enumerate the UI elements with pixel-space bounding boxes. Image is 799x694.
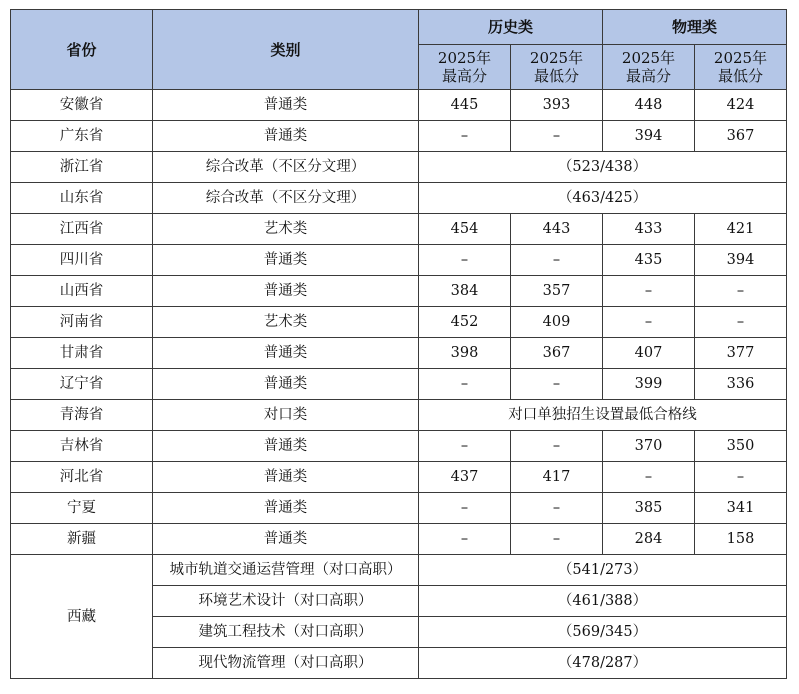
table-row: [11, 276, 787, 307]
header-physics-max: 2025年 最高分: [603, 45, 695, 90]
table-row: [11, 338, 787, 369]
header-history-max: 2025年 最高分: [419, 45, 511, 90]
score-cell-h-min: –: [511, 245, 603, 276]
table-row: [11, 493, 787, 524]
table-row: [11, 400, 787, 431]
merged-score-cell: （463/425）: [419, 183, 787, 214]
province-cell: 浙江省: [11, 152, 153, 183]
score-cell-p-max: 394: [603, 121, 695, 152]
category-cell: 普通类: [153, 524, 419, 555]
category-cell: 普通类: [153, 121, 419, 152]
table-row: [11, 307, 787, 338]
score-cell-p-max: 370: [603, 431, 695, 462]
score-cell-h-max: –: [419, 524, 511, 555]
province-cell: 河北省: [11, 462, 153, 493]
score-cell-h-min: –: [511, 121, 603, 152]
table-header: [11, 10, 787, 90]
score-cell-p-max: 448: [603, 90, 695, 121]
score-cell-p-min: 367: [695, 121, 787, 152]
admission-score-table: [10, 9, 787, 679]
category-cell: 环境艺术设计（对口高职）: [153, 586, 419, 617]
score-cell-p-max: 385: [603, 493, 695, 524]
score-cell-h-max: 452: [419, 307, 511, 338]
category-cell: 普通类: [153, 462, 419, 493]
header-physics-min: 2025年 最低分: [695, 45, 787, 90]
score-cell-p-min: –: [695, 276, 787, 307]
category-cell: 建筑工程技术（对口高职）: [153, 617, 419, 648]
score-cell-p-min: 421: [695, 214, 787, 245]
score-cell-h-min: 417: [511, 462, 603, 493]
category-cell: 普通类: [153, 338, 419, 369]
category-cell: 综合改革（不区分文理）: [153, 152, 419, 183]
table-row: [11, 524, 787, 555]
score-cell-h-max: 445: [419, 90, 511, 121]
province-cell: 宁夏: [11, 493, 153, 524]
score-cell-h-max: 437: [419, 462, 511, 493]
header-province: 省份: [11, 10, 153, 90]
score-cell-h-max: –: [419, 493, 511, 524]
score-cell-h-min: –: [511, 524, 603, 555]
merged-score-cell: （541/273）: [419, 555, 787, 586]
score-cell-h-max: –: [419, 369, 511, 400]
table-row: [11, 245, 787, 276]
score-cell-h-max: 454: [419, 214, 511, 245]
category-cell: 普通类: [153, 90, 419, 121]
score-cell-h-min: 409: [511, 307, 603, 338]
score-cell-h-max: –: [419, 245, 511, 276]
score-cell-h-max: 398: [419, 338, 511, 369]
score-cell-h-min: –: [511, 431, 603, 462]
category-cell: 综合改革（不区分文理）: [153, 183, 419, 214]
score-cell-p-min: 394: [695, 245, 787, 276]
table-row: [11, 214, 787, 245]
score-cell-h-min: 357: [511, 276, 603, 307]
category-cell: 城市轨道交通运营管理（对口高职）: [153, 555, 419, 586]
header-category: 类别: [153, 10, 419, 90]
score-cell-p-min: 341: [695, 493, 787, 524]
score-cell-h-max: –: [419, 121, 511, 152]
score-cell-h-min: 367: [511, 338, 603, 369]
score-cell-p-max: –: [603, 307, 695, 338]
table-row: [11, 555, 787, 586]
category-cell: 现代物流管理（对口高职）: [153, 648, 419, 679]
header-history-group: 历史类: [419, 10, 603, 45]
province-cell: 四川省: [11, 245, 153, 276]
province-cell: 辽宁省: [11, 369, 153, 400]
province-cell: 西藏: [11, 555, 153, 679]
province-cell: 山东省: [11, 183, 153, 214]
province-cell: 甘肃省: [11, 338, 153, 369]
score-cell-h-max: 384: [419, 276, 511, 307]
table-row: [11, 121, 787, 152]
score-cell-p-min: 158: [695, 524, 787, 555]
category-cell: 普通类: [153, 493, 419, 524]
province-cell: 山西省: [11, 276, 153, 307]
merged-score-cell: 对口单独招生设置最低合格线: [419, 400, 787, 431]
score-cell-p-min: –: [695, 307, 787, 338]
score-cell-p-min: 377: [695, 338, 787, 369]
score-cell-h-min: 443: [511, 214, 603, 245]
table-row: [11, 369, 787, 400]
score-cell-p-max: 433: [603, 214, 695, 245]
score-cell-p-max: 407: [603, 338, 695, 369]
header-physics-group: 物理类: [603, 10, 787, 45]
score-cell-h-min: –: [511, 369, 603, 400]
category-cell: 普通类: [153, 245, 419, 276]
score-cell-p-min: 424: [695, 90, 787, 121]
table-body: [11, 90, 787, 679]
merged-score-cell: （461/388）: [419, 586, 787, 617]
province-cell: 广东省: [11, 121, 153, 152]
score-cell-h-max: –: [419, 431, 511, 462]
category-cell: 普通类: [153, 431, 419, 462]
table-row: [11, 431, 787, 462]
province-cell: 安徽省: [11, 90, 153, 121]
merged-score-cell: （569/345）: [419, 617, 787, 648]
score-cell-p-max: –: [603, 462, 695, 493]
province-cell: 新疆: [11, 524, 153, 555]
score-cell-p-max: 284: [603, 524, 695, 555]
province-cell: 河南省: [11, 307, 153, 338]
score-cell-h-min: 393: [511, 90, 603, 121]
province-cell: 吉林省: [11, 431, 153, 462]
table-row: [11, 183, 787, 214]
table-row: [11, 152, 787, 183]
category-cell: 对口类: [153, 400, 419, 431]
score-cell-p-min: –: [695, 462, 787, 493]
category-cell: 艺术类: [153, 307, 419, 338]
header-history-min: 2025年 最低分: [511, 45, 603, 90]
category-cell: 艺术类: [153, 214, 419, 245]
province-cell: 江西省: [11, 214, 153, 245]
merged-score-cell: （523/438）: [419, 152, 787, 183]
score-cell-p-max: 435: [603, 245, 695, 276]
category-cell: 普通类: [153, 369, 419, 400]
category-cell: 普通类: [153, 276, 419, 307]
score-cell-p-min: 350: [695, 431, 787, 462]
score-cell-p-max: –: [603, 276, 695, 307]
score-cell-p-max: 399: [603, 369, 695, 400]
table-row: [11, 462, 787, 493]
score-cell-p-min: 336: [695, 369, 787, 400]
province-cell: 青海省: [11, 400, 153, 431]
merged-score-cell: （478/287）: [419, 648, 787, 679]
table-row: [11, 90, 787, 121]
score-cell-h-min: –: [511, 493, 603, 524]
